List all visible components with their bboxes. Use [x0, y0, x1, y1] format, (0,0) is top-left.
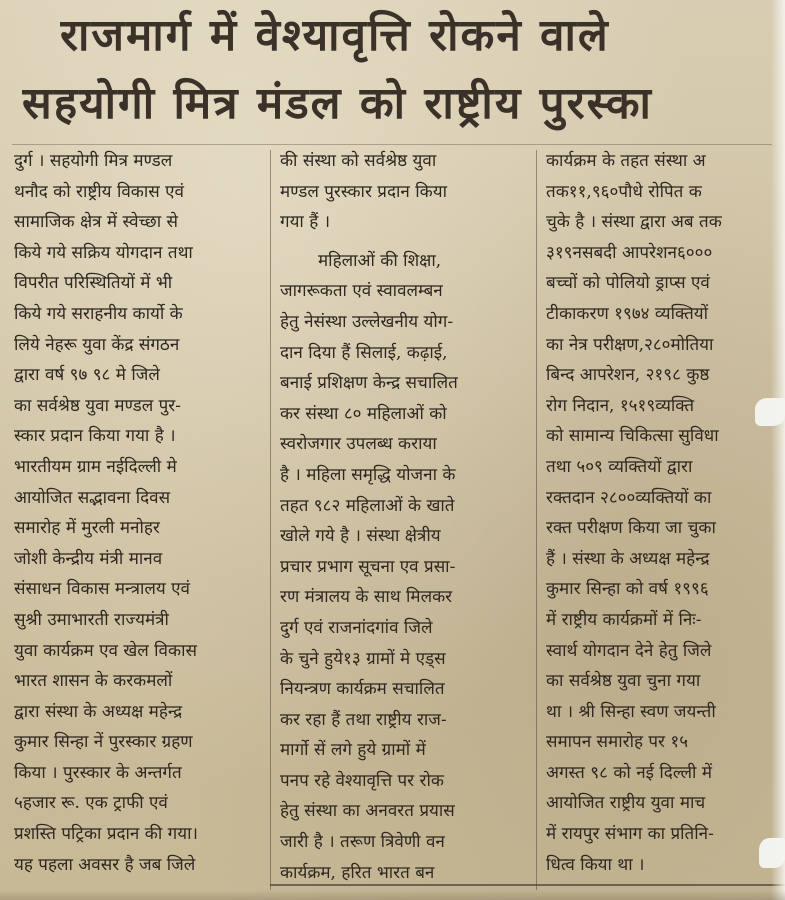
text-line: धित्व किया था ।	[546, 854, 645, 875]
text-line: जोशी केन्द्रीय मंत्री मानव	[14, 548, 163, 569]
text-line: अगस्त ९८ को नई दिल्ली में	[546, 762, 712, 783]
article-column-2	[280, 146, 528, 890]
text-line: सुश्री उमाभारती राज्यमंत्री	[14, 609, 169, 630]
text-line: गया हैं ।	[280, 212, 331, 233]
text-line: बच्चों को पोलियो ड्राप्स एवं	[546, 273, 710, 294]
headline-line-1: राजमार्ग में वेश्यावृत्ति रोकने वाले	[60, 10, 610, 61]
text-line: के चुने हुये१३ ग्रामों मे एड्स	[280, 648, 446, 669]
text-line: विपरीत परिस्थितियों में भी	[14, 273, 173, 294]
text-line: भारत शासन के करकमलों	[14, 671, 173, 692]
text-line: थनौद को राष्ट्रीय विकास एवं	[14, 181, 185, 202]
text-line: आयोजित सद्भावना दिवस	[14, 487, 171, 508]
text-line: दुर्ग । सहयोगी मित्र मण्डल	[14, 151, 173, 171]
text-line: कार्यक्रम, हरित भारत बन	[280, 862, 435, 883]
text-line: की संस्था को सर्वश्रेष्ठ युवा	[280, 151, 437, 171]
text-line: स्कार प्रदान किया गया है ।	[14, 426, 176, 447]
text-line: था । श्री सिन्हा स्वण जयन्ती	[546, 701, 716, 722]
torn-right-edge	[771, 0, 785, 900]
text-line: आयोजित राष्ट्रीय युवा माच	[546, 793, 706, 814]
text-line: रोग निदान, १५१९व्यक्ति	[546, 395, 695, 416]
text-line: हेतु संस्था का अनवरत प्रयास	[280, 801, 455, 822]
text-line: ३१९नसबदी आपरेशन६०००	[546, 242, 713, 263]
text-line: जागरूकता एवं स्वावलम्बन	[280, 281, 443, 302]
text-line: में राष्ट्रीय कार्यक्रमों में निः-	[546, 609, 702, 630]
text-line: तथा ५०९ व्यक्तियों द्वारा	[546, 456, 693, 477]
text-line: नियन्त्रण कार्यक्रम सचालित	[280, 679, 445, 700]
text-line: पनप रहे वेश्यावृत्ति पर रोक	[280, 770, 444, 791]
text-line: का सर्वश्रेष्ठ युवा चुना गया	[546, 671, 701, 692]
text-line: टीकाकरण १९७४ व्यक्तियों	[546, 303, 709, 324]
text-line: भारतीयम ग्राम नईदिल्ली मे	[14, 456, 177, 477]
text-line: है । महिला समृद्धि योजना के	[280, 464, 456, 485]
text-line: को सामान्य चिकित्सा सुविधा	[546, 426, 719, 447]
text-line: किया । पुरस्कार के अन्तर्गत	[14, 762, 182, 783]
headline-line-2: सहयोगी मित्र मंडल को राष्ट्रीय पुरस्का	[22, 78, 653, 129]
headline-divider	[12, 144, 772, 145]
text-line: यह पहला अवसर है जब जिले	[14, 854, 196, 875]
text-line: समापन समारोह पर १५	[546, 732, 689, 753]
article-column-1	[14, 146, 264, 890]
text-line: तक११,९६०पौधे रोपित क	[546, 181, 702, 202]
text-line: कर संस्था ८० महिलाओं को	[280, 403, 447, 424]
text-line: सामाजिक क्षेत्र में स्वेच्छा से	[14, 212, 179, 233]
text-line: का नेत्र परीक्षण,२८०मोतिया	[546, 334, 714, 355]
text-line: बनाई प्रशिक्षण केन्द्र सचालित	[280, 373, 458, 394]
text-line: दान दिया हैं सिलाई, कढ़ाई,	[280, 342, 448, 363]
text-line: का सर्वश्रेष्ठ युवा मण्डल पुर-	[14, 395, 181, 416]
text-line: तहत ९८२ महिलाओं के खाते	[280, 495, 455, 516]
text-line: लिये नेहरू युवा केंद्र संगठन	[14, 334, 180, 355]
text-line: कुमार सिन्हा को वर्ष १९९६	[546, 579, 709, 600]
column-divider-2	[536, 150, 537, 890]
text-line: किये गये सक्रिय योगदान तथा	[14, 242, 193, 263]
text-line: हैं । संस्था के अध्यक्ष महेन्द्र	[546, 548, 710, 569]
text-line: द्वारा वर्ष ९७ ९८ मे जिले	[14, 365, 160, 386]
text-line: कुमार सिन्हा नें पुरस्कार ग्रहण	[14, 732, 193, 753]
text-line: जारी है । तरूण त्रिवेणी वन	[280, 832, 445, 853]
text-line: में रायपुर संभाग का प्रतिनि-	[546, 824, 714, 845]
text-line: किये गये सराहनीय कार्यो के	[14, 303, 183, 324]
text-line: ५हजार रू. एक ट्राफी एवं	[14, 793, 168, 814]
text-line: प्रचार प्रभाग सूचना एव प्रसा-	[280, 556, 456, 577]
article-column-3	[546, 146, 785, 890]
text-line: दुर्ग एवं राजनांदगांव जिले	[280, 617, 433, 638]
text-line: समारोह में मुरली मनोहर	[14, 518, 160, 539]
text-line: युवा कार्यक्रम एव खेल विकास	[14, 640, 197, 661]
text-line: रक्तदान २८००व्यक्तियों का	[546, 487, 712, 508]
text-line: स्वार्थ योगदान देने हेतु जिले	[546, 640, 712, 661]
text-line: हेतु नेसंस्था उल्लेखनीय योग-	[280, 311, 454, 332]
text-line: द्वारा संस्था के अध्यक्ष महेन्द्र	[14, 701, 183, 722]
text-line: स्वरोजगार उपलब्ध कराया	[280, 434, 437, 455]
text-line: प्रशस्ति पट्रिका प्रदान की गया।	[14, 824, 198, 845]
text-line: महिलाओं की शिक्षा,	[318, 250, 442, 271]
text-line: मण्डल पुरस्कार प्रदान किया	[280, 181, 447, 202]
text-line: बिन्द आपरेशन, २१९८ कुष्ठ	[546, 365, 710, 386]
text-line: चुके है । संस्था द्वारा अब तक	[546, 212, 722, 233]
text-line: रण मंत्रालय के साथ मिलकर	[280, 587, 453, 608]
paper-bottom-edge	[0, 890, 785, 900]
text-line: कार्यक्रम के तहत संस्था अ	[546, 151, 706, 171]
text-line: रक्त परीक्षण किया जा चुका	[546, 518, 716, 539]
text-line: संसाधन विकास मन्त्रालय एवं	[14, 579, 191, 600]
text-line: कर रहा हैं तथा राष्ट्रीय राज-	[280, 709, 447, 730]
text-line: मार्गो सें लगे हुये ग्रामों में	[280, 740, 426, 761]
text-line: खोले गये है । संस्था क्षेत्रीय	[280, 526, 441, 547]
column-divider-1	[270, 150, 271, 890]
